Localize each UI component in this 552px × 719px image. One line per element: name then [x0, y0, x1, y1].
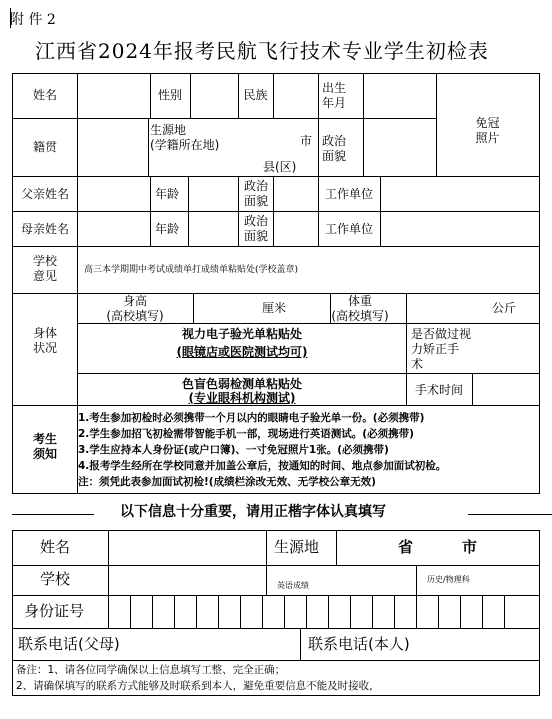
label-city: 市 [300, 134, 313, 148]
color-title: 色盲色弱检测单粘贴处 [181, 377, 302, 391]
remark-line-2: 2、请确保填写的联系方式能够及时联系到本人，避免重要信息不能及时接收， [16, 680, 380, 692]
notices-list [78, 410, 538, 490]
dash-right [468, 514, 552, 515]
label-political: 政治 面貌 [322, 134, 347, 163]
label-school-opinion: 学校 意见 [32, 254, 57, 283]
label-origin: 生源地 (学籍所在地) [150, 123, 220, 152]
label-gender: 性别 [157, 88, 182, 102]
notice-item: 2.学生参加招飞初检需带智能手机一部，现场进行英语测试。(必须携带) [78, 428, 414, 440]
school-opinion-text: 高三本学期期中考试成绩单打成绩单粘贴处(学校盖章) [84, 265, 299, 275]
bottom-label-self-phone: 联系电话(本人) [308, 635, 410, 653]
notice-item: 注：须凭此表参加面试初检!(成绩栏涂改无效、无学校公章无效) [78, 476, 376, 488]
bottom-label-english: 英语成绩 [277, 581, 309, 590]
label-notice: 考生 须知 [32, 432, 57, 461]
label-native-place: 籍贯 [32, 140, 57, 154]
label-mother-age: 年龄 [155, 222, 180, 236]
label-weight: 体重 (高校填写) [331, 294, 389, 323]
label-father-name: 父亲姓名 [20, 187, 69, 201]
label-birth: 出生 年月 [322, 81, 347, 110]
label-county: 县(区) [263, 160, 297, 174]
vision-sub: (眼镜店或医院测试均可) [176, 345, 308, 359]
label-kg: 公斤 [492, 301, 517, 315]
section-heading: 以下信息十分重要，请用正楷字体认真填写 [120, 504, 386, 520]
label-father-political: 政治 面貌 [244, 179, 269, 208]
surgery-question: 是否做过视 力矫正手 术 [411, 327, 472, 371]
label-mother-name: 母亲姓名 [20, 222, 69, 236]
bottom-label-province: 省 [398, 538, 414, 556]
bottom-label-name: 姓名 [40, 538, 71, 556]
bottom-label-origin: 生源地 [274, 538, 320, 556]
bottom-label-id: 身份证号 [24, 602, 85, 620]
color-sub: (专业眼科机构测试) [188, 391, 296, 405]
vision-title: 视力电子验光单粘贴处 [181, 327, 302, 341]
label-cm: 厘米 [262, 301, 287, 315]
notice-item: 1.考生参加初检时必须携带一个月以内的眼睛电子验光单一份。(必须携带) [78, 412, 425, 424]
attachment-label: 附 件 2 [10, 12, 56, 28]
surgery-time: 手术时间 [414, 383, 463, 397]
bottom-label-history: 历史/物理科 [427, 575, 470, 584]
bottom-label-school: 学校 [40, 570, 71, 588]
label-mother-political: 政治 面貌 [244, 214, 269, 243]
label-height: 身高 (高校填写) [106, 294, 164, 323]
label-mother-work: 工作单位 [324, 222, 373, 236]
dash-left [12, 514, 94, 515]
notice-item: 4.报考学生经所在学校同意并加盖公章后，按通知的时间、地点参加面试初检。 [78, 460, 447, 472]
notice-item: 3.学生应持本人身份证(或户口簿)、一寸免冠照片1张。(必须携带) [78, 444, 389, 456]
label-father-work: 工作单位 [324, 187, 373, 201]
bottom-label-city: 市 [462, 538, 478, 556]
label-ethnicity: 民族 [243, 88, 268, 102]
label-body: 身体 状况 [32, 326, 57, 355]
remark-line-1: 备注：1、请各位同学确保以上信息填写工整、完全正确； [16, 664, 286, 676]
bottom-label-father-phone: 联系电话(父母) [18, 635, 120, 653]
form-title: 江西省2024年报考民航飞行技术专业学生初检表 [35, 39, 489, 63]
label-father-age: 年龄 [155, 187, 180, 201]
label-name: 姓名 [32, 88, 57, 102]
photo-area: 免冠 照片 [475, 116, 500, 145]
